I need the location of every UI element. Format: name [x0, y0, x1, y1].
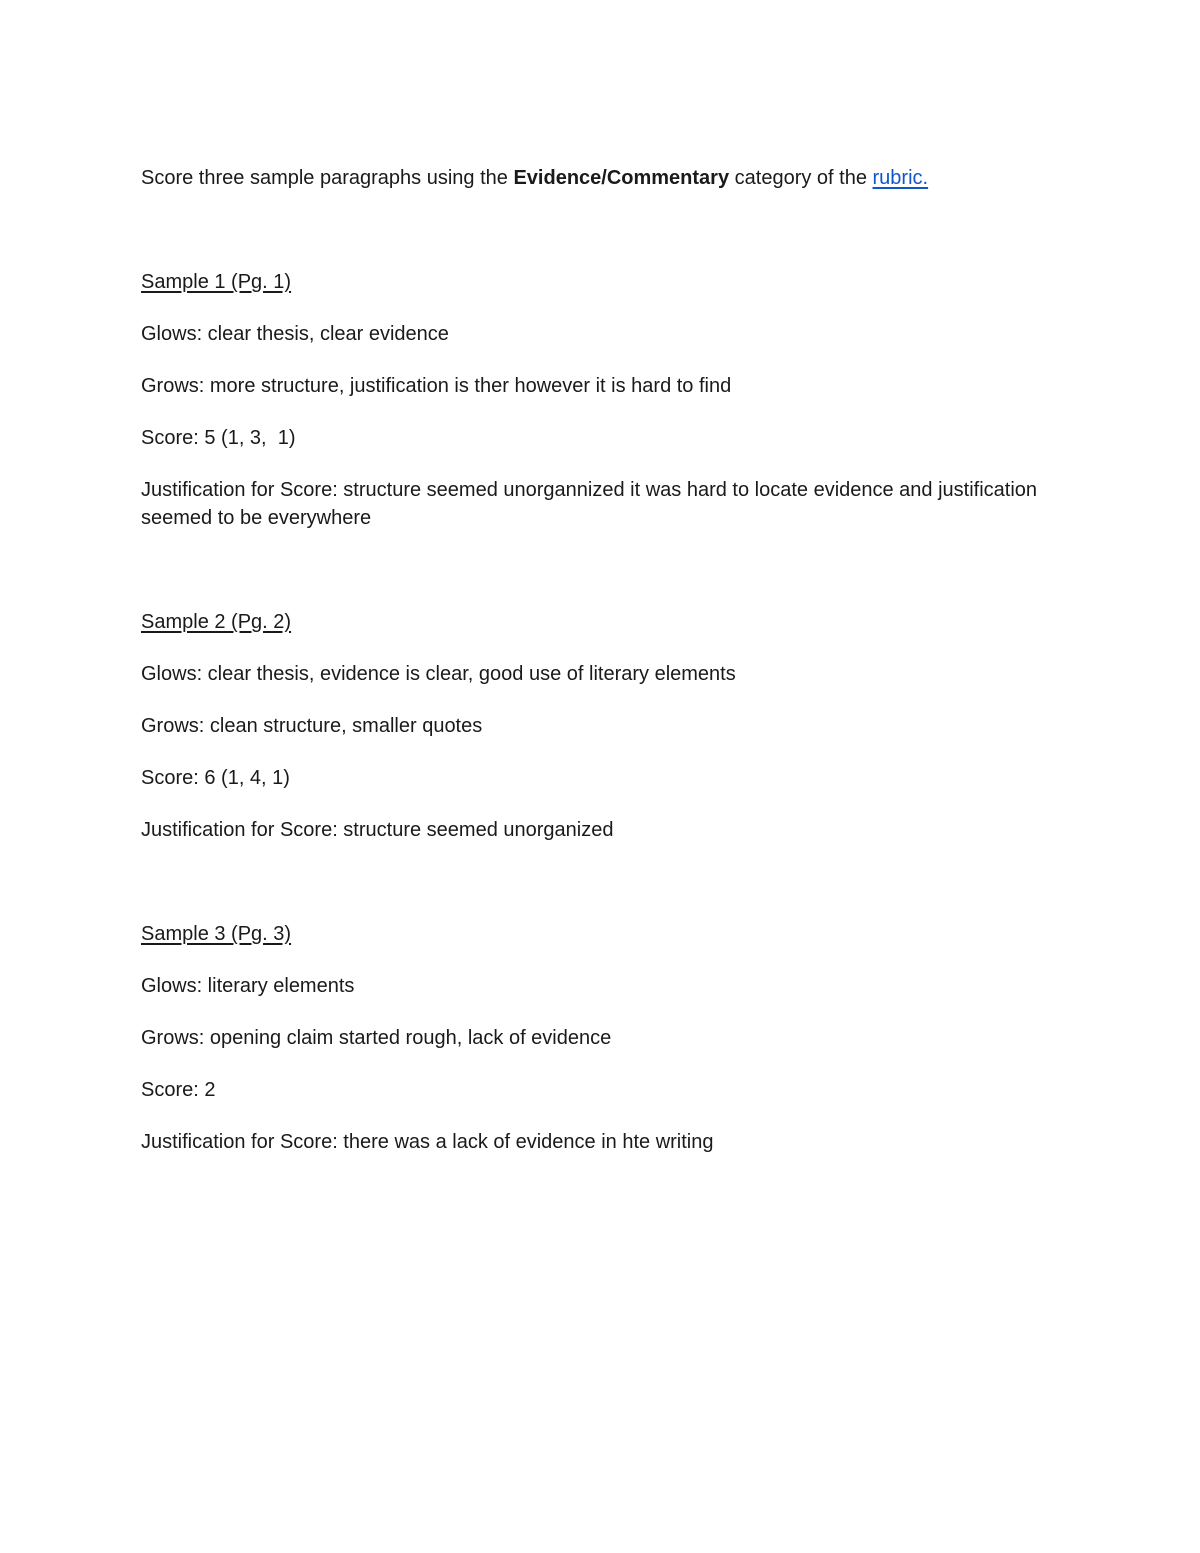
sample-3-score: Score: 2 — [141, 1079, 216, 1101]
sample-3-section — [141, 920, 1041, 1156]
sample-2-grows: Grows: clean structure, smaller quotes — [141, 715, 483, 737]
sample-1-score: Score: 5 (1, 3, 1) — [141, 427, 296, 449]
sample-1-grows: Grows: more structure, justification is ther however it is hard to find — [141, 375, 732, 397]
sample-1-justification: Justification for Score: structure seemed unorgannized it was hard to locate evidence and justification seemed to be everywhere — [141, 479, 1043, 529]
sample-3-grows: Grows: opening claim started rough, lack of evidence — [141, 1027, 612, 1049]
sample-3-heading: Sample 3 (Pg. 3) — [141, 923, 292, 945]
sample-1-section — [141, 268, 1041, 532]
document-page — [141, 164, 1041, 1180]
rubric-link[interactable]: rubric. — [872, 167, 929, 189]
sample-2-justification: Justification for Score: structure seemed unorganized — [141, 819, 614, 841]
sample-2-heading: Sample 2 (Pg. 2) — [141, 611, 292, 633]
sample-2-score: Score: 6 (1, 4, 1) — [141, 767, 290, 789]
sample-2-section — [141, 608, 1041, 844]
sample-3-glows: Glows: literary elements — [141, 975, 355, 997]
sample-3-justification: Justification for Score: there was a lack of evidence in hte writing — [141, 1131, 714, 1153]
sample-1-glows: Glows: clear thesis, clear evidence — [141, 323, 449, 345]
intro-paragraph — [141, 164, 1041, 192]
intro-prefix: Score three sample paragraphs using the — [141, 167, 514, 189]
intro-bold-category: Evidence/Commentary — [513, 167, 730, 189]
sample-2-glows: Glows: clear thesis, evidence is clear, good use of literary elements — [141, 663, 736, 685]
sample-1-heading: Sample 1 (Pg. 1) — [141, 271, 292, 293]
intro-middle: category of the — [729, 167, 873, 189]
